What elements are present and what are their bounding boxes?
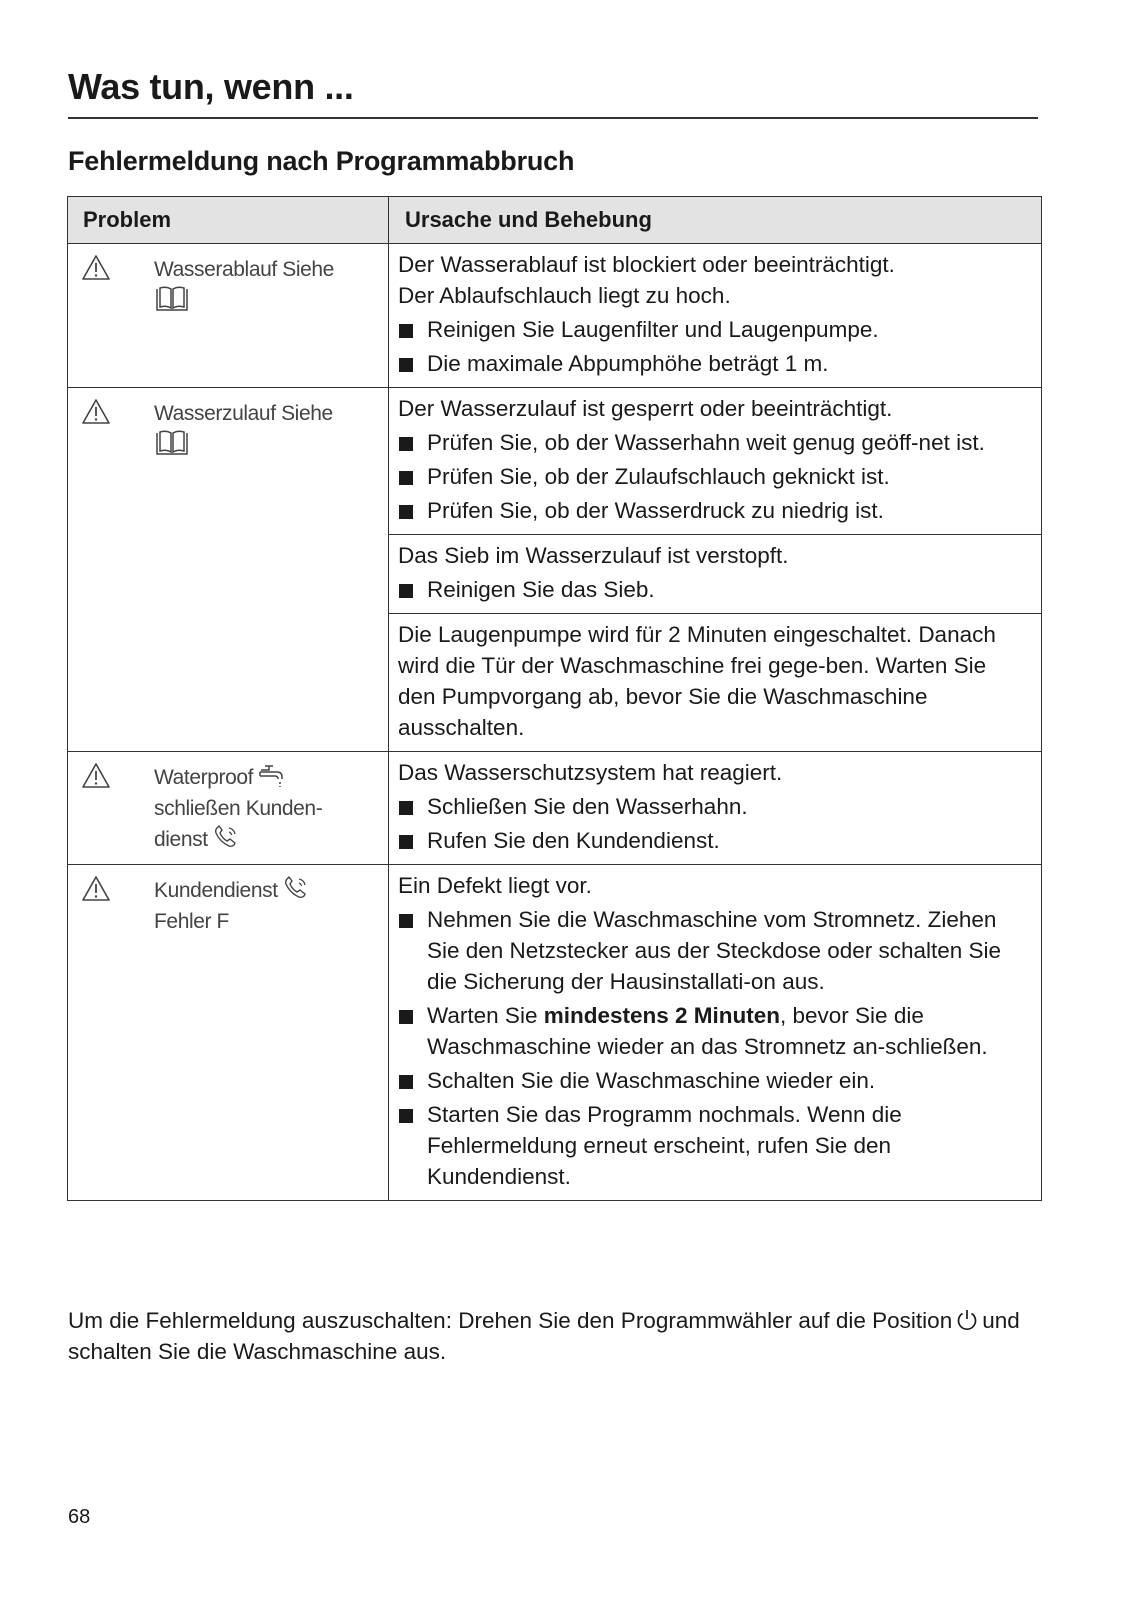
remedy-item: Die maximale Abpumphöhe beträgt 1 m.	[398, 348, 1029, 379]
cause-text: Der Ablaufschlauch liegt zu hoch.	[398, 283, 731, 308]
column-header-problem: Problem	[68, 197, 389, 243]
remedy-item: Schließen Sie den Wasserhahn.	[398, 791, 1029, 822]
problem-cell	[68, 388, 389, 751]
cause-text: Der Wasserablauf ist blockiert oder beeinträchtigt.	[398, 252, 895, 277]
table-row	[68, 865, 1041, 1200]
problem-cell	[68, 244, 389, 387]
footnote-text: und schalten Sie die Waschmaschine aus.	[68, 1308, 1020, 1364]
problem-text: Kundendienst	[154, 879, 278, 902]
cause-block	[389, 614, 1041, 751]
page-number: 68	[68, 1506, 91, 1528]
remedy-item: Rufen Sie den Kundendienst.	[398, 825, 1029, 856]
title-divider	[68, 117, 1038, 119]
page-title: Was tun, wenn ...	[68, 66, 354, 107]
table-header	[68, 197, 1041, 244]
problem-cell	[68, 752, 389, 864]
warning-triangle-icon	[81, 762, 111, 789]
manual-book-icon	[154, 285, 190, 313]
remedy-item: Prüfen Sie, ob der Zulaufschlauch geknickt ist.	[398, 461, 1029, 492]
remedy-item: Starten Sie das Programm nochmals. Wenn die Fehlermeldung erneut erscheint, rufen Sie den Kundendienst.	[398, 1099, 1029, 1192]
column-header-cause: Ursache und Behebung	[405, 207, 652, 232]
water-tap-icon	[257, 762, 285, 788]
phone-service-icon	[212, 824, 240, 850]
manual-book-icon	[154, 429, 190, 457]
remedy-item: Schalten Sie die Waschmaschine wieder ein.	[398, 1065, 1029, 1096]
cause-text: Ein Defekt liegt vor.	[398, 873, 592, 898]
problem-text: schließen Kunden-	[154, 797, 323, 820]
warning-triangle-icon	[81, 875, 111, 902]
remedy-item: Prüfen Sie, ob der Wasserhahn weit genug geöff-net ist.	[398, 427, 1029, 458]
section-title: Fehlermeldung nach Programmabbruch	[68, 146, 575, 176]
remedy-item: Reinigen Sie Laugenfilter und Laugenpumpe.	[398, 314, 1029, 345]
remedy-item: Warten Sie mindestens 2 Minuten, bevor Sie die Waschmaschine wieder an das Stromnetz an-schließen.	[398, 1000, 1029, 1062]
problem-text: dienst	[154, 828, 208, 851]
cause-block	[389, 535, 1041, 614]
footnote	[68, 1305, 1048, 1367]
cause-block	[389, 244, 1041, 387]
remedy-item: Nehmen Sie die Waschmaschine vom Stromnetz. Ziehen Sie den Netzstecker aus der Steckdose oder schalten Sie die Sicherung der Hausinstallati-on aus.	[398, 904, 1029, 997]
cause-text: Das Sieb im Wasserzulauf ist verstopft.	[398, 543, 789, 568]
cause-block	[389, 388, 1041, 535]
phone-service-icon	[282, 875, 310, 901]
footnote-text: Um die Fehlermeldung auszuschalten: Drehen Sie den Programmwähler auf die Position	[68, 1308, 953, 1333]
warning-triangle-icon	[81, 398, 111, 425]
power-icon	[955, 1308, 979, 1332]
problem-text: Fehler F	[154, 910, 229, 933]
problem-text: Wasserablauf Siehe	[154, 258, 334, 281]
problem-text: Wasserzulauf Siehe	[154, 402, 333, 425]
cause-text: Die Laugenpumpe wird für 2 Minuten eingeschaltet. Danach wird die Tür der Waschmaschine frei gege-ben. Warten Sie den Pumpvorgang ab, bevor Sie die Waschmaschine ausschalten.	[398, 622, 996, 740]
remedy-item: Reinigen Sie das Sieb.	[398, 574, 1029, 605]
problem-text: Waterproof	[154, 766, 254, 789]
remedy-item: Prüfen Sie, ob der Wasserdruck zu niedrig ist.	[398, 495, 1029, 526]
table-row	[68, 388, 1041, 752]
error-table	[67, 196, 1042, 1201]
cause-text: Das Wasserschutzsystem hat reagiert.	[398, 760, 783, 785]
cause-block	[389, 752, 1041, 864]
cause-block	[389, 865, 1041, 1200]
table-row	[68, 752, 1041, 865]
problem-cell	[68, 865, 389, 1200]
table-row	[68, 244, 1041, 388]
cause-text: Der Wasserzulauf ist gesperrt oder beeinträchtigt.	[398, 396, 893, 421]
warning-triangle-icon	[81, 254, 111, 281]
